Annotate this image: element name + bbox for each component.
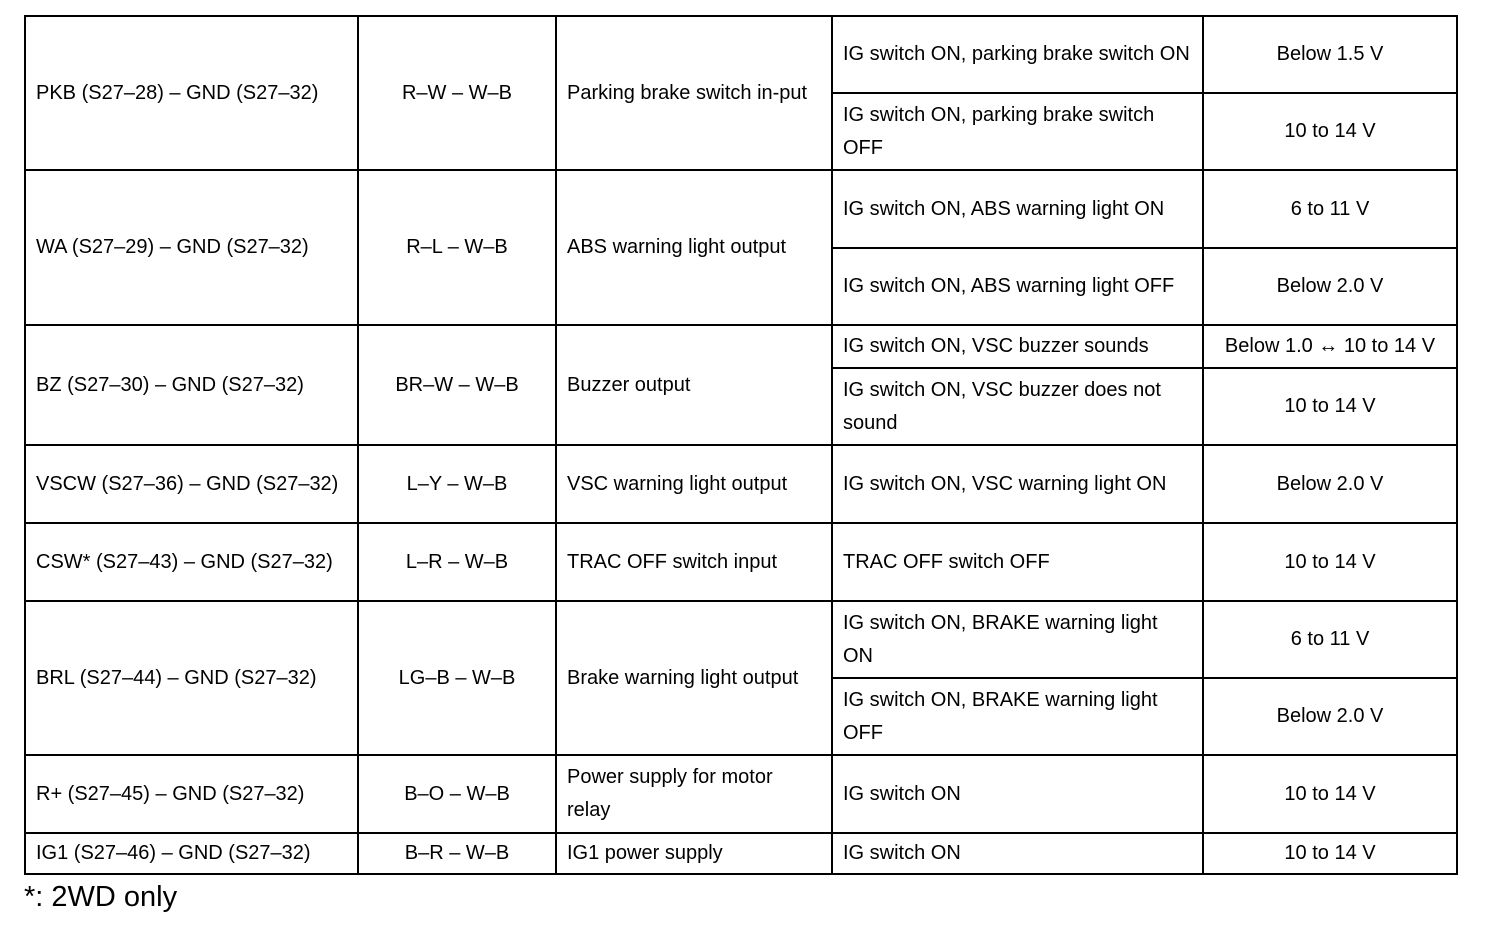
condition-cell: IG switch ON, BRAKE warning light ON [832,601,1203,678]
wiring-color-cell: R–L – W–B [358,170,556,325]
description-cell: Brake warning light output [556,601,832,755]
specified-condition-cell: 10 to 14 V [1203,833,1457,874]
specified-condition-cell: Below 2.0 V [1203,678,1457,755]
terminal-cell: VSCW (S27–36) – GND (S27–32) [25,445,358,523]
condition-cell: IG switch ON, ABS warning light OFF [832,248,1203,325]
terminal-cell: BZ (S27–30) – GND (S27–32) [25,325,358,445]
description-cell: TRAC OFF switch input [556,523,832,601]
specified-condition-cell: Below 2.0 V [1203,248,1457,325]
description-cell: ABS warning light output [556,170,832,325]
table-row [25,16,1457,93]
description-cell: Power supply for motor relay [556,755,832,833]
specified-condition-cell: 10 to 14 V [1203,368,1457,445]
footnote: *: 2WD only [24,881,178,913]
wiring-color-cell: L–Y – W–B [358,445,556,523]
terminal-cell: IG1 (S27–46) – GND (S27–32) [25,833,358,874]
specified-condition-cell: 10 to 14 V [1203,755,1457,833]
table-row [25,523,1457,601]
specified-condition-cell: Below 1.0 ↔ 10 to 14 V [1203,325,1457,368]
table-row [25,833,1457,874]
wiring-color-cell: LG–B – W–B [358,601,556,755]
description-cell: Parking brake switch in-put [556,16,832,170]
wiring-color-cell: B–R – W–B [358,833,556,874]
wiring-color-cell: L–R – W–B [358,523,556,601]
condition-cell: IG switch ON, VSC buzzer does not sound [832,368,1203,445]
wiring-color-cell: BR–W – W–B [358,325,556,445]
specified-condition-cell: 6 to 11 V [1203,601,1457,678]
condition-cell: IG switch ON, BRAKE warning light OFF [832,678,1203,755]
specified-condition-cell: 6 to 11 V [1203,170,1457,248]
condition-cell: IG switch ON, VSC buzzer sounds [832,325,1203,368]
description-cell: VSC warning light output [556,445,832,523]
table-row [25,601,1457,678]
specified-condition-cell: Below 1.5 V [1203,16,1457,93]
condition-cell: IG switch ON, parking brake switch OFF [832,93,1203,170]
terminal-cell: PKB (S27–28) – GND (S27–32) [25,16,358,170]
wiring-color-cell: R–W – W–B [358,16,556,170]
description-cell: IG1 power supply [556,833,832,874]
terminal-cell: CSW* (S27–43) – GND (S27–32) [25,523,358,601]
specified-condition-cell: 10 to 14 V [1203,93,1457,170]
description-cell: Buzzer output [556,325,832,445]
condition-cell: IG switch ON [832,755,1203,833]
table-row [25,755,1457,833]
specified-condition-cell: Below 2.0 V [1203,445,1457,523]
terminal-voltage-table [24,15,1458,875]
table-row [25,325,1457,368]
table-row [25,170,1457,248]
wiring-color-cell: B–O – W–B [358,755,556,833]
table-row [25,445,1457,523]
terminal-cell: R+ (S27–45) – GND (S27–32) [25,755,358,833]
terminal-cell: BRL (S27–44) – GND (S27–32) [25,601,358,755]
terminal-cell: WA (S27–29) – GND (S27–32) [25,170,358,325]
condition-cell: IG switch ON, VSC warning light ON [832,445,1203,523]
condition-cell: IG switch ON, parking brake switch ON [832,16,1203,93]
condition-cell: TRAC OFF switch OFF [832,523,1203,601]
specified-condition-cell: 10 to 14 V [1203,523,1457,601]
condition-cell: IG switch ON, ABS warning light ON [832,170,1203,248]
condition-cell: IG switch ON [832,833,1203,874]
